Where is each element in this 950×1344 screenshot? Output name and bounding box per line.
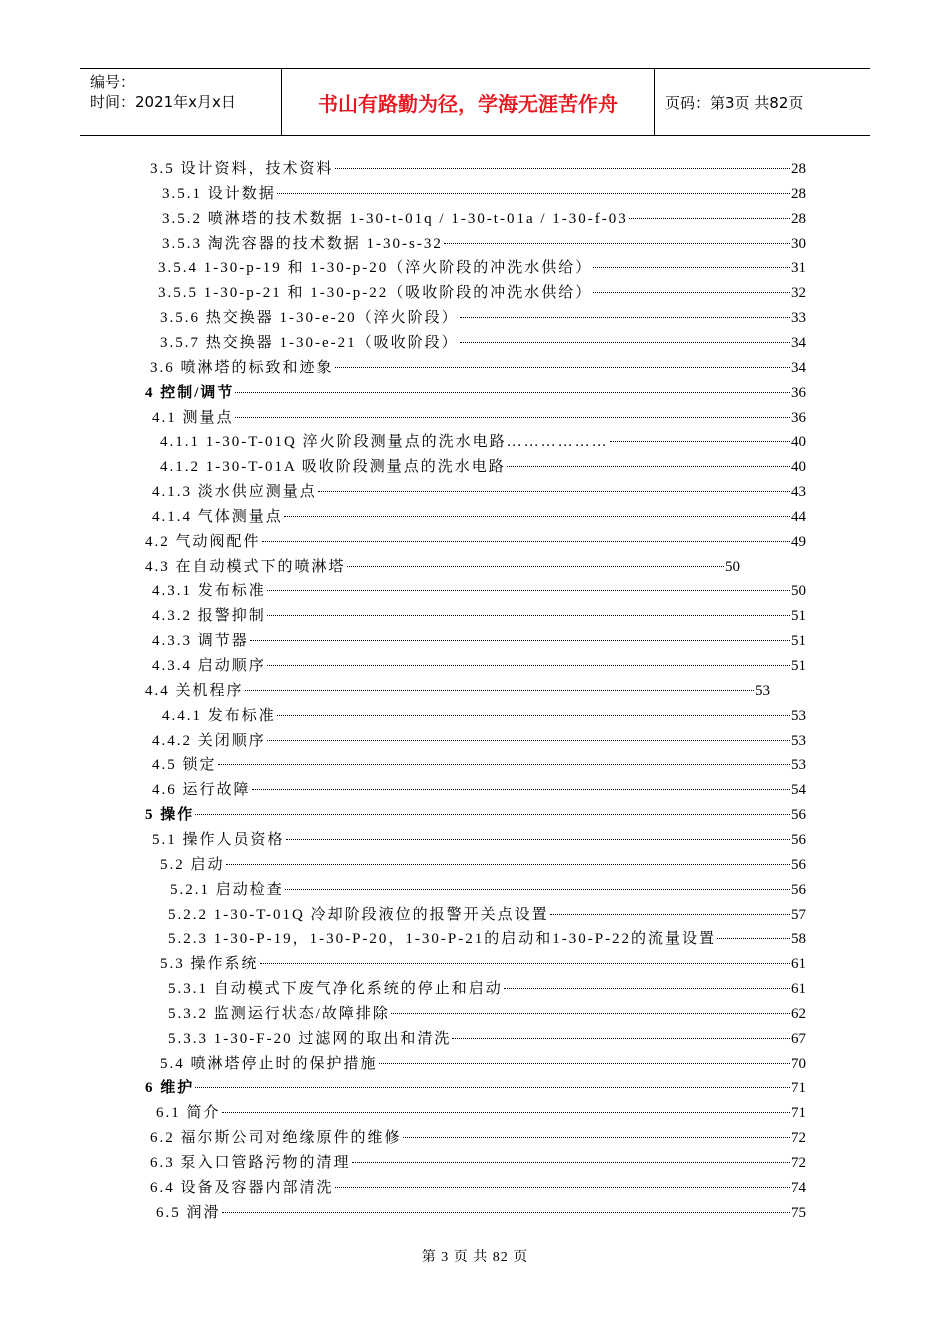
toc-entry-title: 5.3.1 自动模式下废气净化系统的停止和启动 [168, 981, 503, 998]
document-number: 编号： [90, 73, 136, 91]
toc-leader-dots [391, 1012, 790, 1014]
toc-leader-dots [460, 316, 790, 318]
toc-entry-title: 3.5.1 设计数据 [162, 185, 276, 202]
toc-leader-dots [218, 763, 790, 765]
toc-entry-title: 4.1 测量点 [152, 409, 234, 426]
toc-entry[interactable] [152, 829, 806, 851]
toc-leader-dots [318, 490, 790, 492]
toc-entry-page: 43 [791, 484, 806, 501]
toc-leader-dots [284, 515, 790, 517]
toc-entry-title: 4.3.3 调节器 [152, 633, 249, 650]
toc-leader-dots [460, 341, 790, 343]
toc-leader-dots [717, 937, 790, 939]
toc-entry-page: 50 [725, 558, 740, 575]
toc-entry-page: 28 [791, 161, 806, 177]
toc-entry-title: 4.4.2 关闭顺序 [152, 732, 266, 749]
toc-entry[interactable] [150, 357, 806, 379]
toc-entry[interactable] [168, 978, 806, 1000]
toc-entry[interactable] [162, 183, 806, 205]
toc-entry-title: 6.4 设备及容器内部清洗 [150, 1179, 334, 1196]
toc-entry-page: 34 [791, 334, 806, 351]
toc-entry[interactable] [156, 1202, 806, 1224]
toc-entry-page: 53 [755, 682, 770, 699]
toc-leader-dots [403, 1136, 790, 1138]
toc-entry-page: 33 [791, 310, 806, 327]
toc-leader-dots [285, 888, 790, 890]
header-meta [80, 69, 282, 135]
toc-entry-title: 3.5.7 热交换器 1-30-e-21（吸收阶段） [160, 334, 459, 351]
toc-entry-page: 74 [791, 1179, 806, 1196]
toc-entry-title: 4.6 运行故障 [152, 782, 251, 799]
toc-entry-title: 3.5.3 淘洗容器的技术数据 1-30-s-32 [162, 235, 443, 252]
toc-entry-page: 57 [791, 906, 806, 923]
toc-entry-title: 4.5 锁定 [152, 757, 217, 774]
toc-leader-dots [195, 813, 790, 815]
toc-entry[interactable] [152, 605, 806, 627]
toc-leader-dots [593, 266, 790, 268]
toc-entry-title: 3.5.5 1-30-p-21 和 1-30-p-22（吸收阶段的冲洗水供给） [158, 285, 593, 302]
toc-entry[interactable] [168, 1028, 806, 1050]
toc-leader-dots [444, 242, 790, 244]
toc-entry-page: 58 [791, 931, 806, 948]
toc-entry-title: 6 维护 [145, 1080, 195, 1097]
toc-entry-title: 3.5.6 热交换器 1-30-e-20（淬火阶段） [160, 310, 459, 327]
toc-entry-page: 62 [791, 1005, 806, 1022]
toc-leader-dots [252, 788, 790, 790]
toc-entry-page: 36 [791, 384, 806, 401]
toc-entry-page: 75 [791, 1204, 806, 1221]
toc-entry-page: 51 [791, 658, 806, 674]
toc-entry-title: 6.3 泵入口管路污物的清理 [150, 1155, 351, 1171]
toc-entry-title: 4.4.1 发布标准 [162, 707, 276, 724]
toc-entry-page: 61 [791, 981, 806, 998]
toc-entry-page: 56 [791, 881, 806, 898]
toc-entry-page: 40 [791, 459, 806, 476]
toc-entry[interactable] [162, 208, 806, 230]
toc-entry[interactable] [145, 531, 806, 553]
toc-leader-dots [335, 167, 790, 169]
toc-entry[interactable] [160, 431, 806, 453]
toc-leader-dots [222, 1111, 790, 1113]
toc-entry-title: 5 操作 [145, 807, 195, 824]
toc-entry-title: 6.1 简介 [156, 1105, 221, 1122]
toc-entry-title: 4.1.2 1-30-T-01A 吸收阶段测量点的洗水电路 [160, 459, 506, 476]
toc-entry[interactable] [168, 928, 806, 950]
toc-entry-page: 56 [791, 807, 806, 824]
toc-entry-page: 28 [791, 210, 806, 227]
toc-entry-page: 54 [791, 782, 806, 799]
toc-leader-dots [504, 987, 790, 989]
toc-leader-dots [262, 540, 790, 542]
toc-entry-title: 4.3.1 发布标准 [152, 583, 266, 600]
toc-entry[interactable] [145, 556, 740, 578]
toc-entry-page: 70 [791, 1055, 806, 1072]
toc-entry-title: 3.5.2 喷淋塔的技术数据 1-30-t-01q / 1-30-t-01a / 1-30-f-03 [162, 210, 628, 227]
toc-leader-dots [507, 465, 790, 467]
toc-leader-dots [286, 838, 790, 840]
toc-entry-page: 67 [791, 1030, 806, 1047]
toc-leader-dots [629, 217, 790, 219]
toc-entry[interactable] [150, 1127, 806, 1149]
toc-entry[interactable] [145, 804, 806, 826]
toc-entry-title: 5.4 喷淋塔停止时的保护措施 [160, 1055, 378, 1072]
toc-leader-dots [267, 589, 790, 591]
toc-entry[interactable] [160, 307, 806, 329]
toc-entry[interactable] [160, 1053, 806, 1075]
header-motto: 书山有路勤为径，学海无涯苦作舟 [282, 69, 655, 135]
page-header [80, 68, 870, 136]
toc-entry-page: 53 [791, 707, 806, 724]
toc-entry-page: 72 [791, 1130, 806, 1147]
toc-entry-title: 3.5 设计资料，技术资料 [150, 161, 334, 177]
toc-entry[interactable] [145, 680, 770, 702]
toc-entry-title: 3.5.4 1-30-p-19 和 1-30-p-20（淬火阶段的冲洗水供给） [158, 260, 593, 277]
toc-entry-title: 4.2 气动阀配件 [145, 533, 261, 550]
toc-entry-title: 4.3.4 启动顺序 [152, 658, 266, 674]
toc-entry-page: 53 [791, 732, 806, 749]
toc-leader-dots [550, 913, 790, 915]
toc-entry[interactable] [160, 953, 806, 975]
toc-leader-dots [610, 440, 790, 442]
toc-entry-title: 4.1.4 气体测量点 [152, 508, 283, 525]
toc-entry-page: 28 [791, 185, 806, 202]
toc-entry[interactable] [150, 1152, 806, 1174]
toc-entry[interactable] [152, 580, 806, 602]
toc-entry-title: 5.2 启动 [160, 856, 225, 873]
toc-entry-title: 5.3 操作系统 [160, 956, 259, 973]
toc-entry-page: 34 [791, 359, 806, 376]
toc-entry-page: 51 [791, 633, 806, 650]
toc-entry[interactable] [162, 233, 806, 255]
toc-leader-dots [226, 863, 790, 865]
toc-leader-dots [267, 664, 790, 666]
toc-leader-dots [277, 714, 790, 716]
toc-entry-title: 5.2.3 1-30-P-19，1-30-P-20，1-30-P-21的启动和1-30-P-22的流量设置 [168, 931, 717, 948]
toc-entry-page: 71 [791, 1080, 806, 1097]
toc-entry-page: 72 [791, 1155, 806, 1171]
toc-entry-page: 44 [791, 508, 806, 525]
toc-leader-dots [222, 1211, 790, 1213]
toc-entry[interactable] [152, 730, 806, 752]
toc-entry-title: 5.2.1 启动检查 [170, 881, 284, 898]
toc-entry-title: 5.1 操作人员资格 [152, 831, 285, 848]
toc-entry[interactable] [170, 879, 806, 901]
toc-entry[interactable] [150, 158, 806, 180]
toc-entry[interactable] [152, 655, 806, 677]
toc-entry-page: 36 [791, 409, 806, 426]
toc-leader-dots [352, 1161, 790, 1163]
toc-leader-dots [379, 1062, 790, 1064]
toc-entry[interactable] [160, 854, 806, 876]
toc-entry-title: 4.3.2 报警抑制 [152, 608, 266, 625]
toc-entry[interactable] [152, 779, 806, 801]
document-date: 时间：2021年x月x日 [90, 93, 236, 111]
toc-entry-page: 31 [791, 260, 806, 277]
toc-entry[interactable] [156, 1102, 806, 1124]
toc-leader-dots [195, 1086, 790, 1088]
toc-leader-dots [260, 962, 790, 964]
toc-leader-dots [267, 739, 790, 741]
toc-entry-page: 51 [791, 608, 806, 625]
toc-entry-title: 3.6 喷淋塔的标致和迹象 [150, 359, 334, 376]
toc-entry[interactable] [145, 1077, 806, 1099]
toc-entry-page: 50 [791, 583, 806, 600]
toc-entry[interactable] [160, 332, 806, 354]
toc-entry-page: 61 [791, 956, 806, 973]
toc-entry-page: 53 [791, 757, 806, 774]
toc-entry-title: 5.3.2 监测运行状态/故障排除 [168, 1005, 390, 1022]
toc-entry-page: 56 [791, 856, 806, 873]
toc-leader-dots [335, 366, 790, 368]
toc-entry-page: 71 [791, 1105, 806, 1122]
toc-entry[interactable] [162, 705, 806, 727]
toc-leader-dots [593, 291, 790, 293]
toc-entry-title: 5.2.2 1-30-T-01Q 冷却阶段液位的报警开关点设置 [168, 906, 549, 923]
toc-leader-dots [235, 391, 790, 393]
toc-entry[interactable] [150, 1177, 806, 1199]
toc-entry[interactable] [158, 257, 806, 279]
toc-leader-dots [277, 192, 790, 194]
toc-entry-title: 4.1.1 1-30-T-01Q 淬火阶段测量点的洗水电路……………… [160, 434, 609, 451]
toc-leader-dots [235, 416, 790, 418]
toc-entry[interactable] [168, 1003, 806, 1025]
toc-entry[interactable] [158, 282, 806, 304]
toc-entry[interactable] [152, 407, 806, 429]
toc-entry-title: 6.2 福尔斯公司对绝缘原件的维修 [150, 1130, 402, 1147]
toc-entry[interactable] [152, 506, 806, 528]
toc-leader-dots [347, 565, 724, 567]
header-page-count: 页码：第3页 共82页 [665, 93, 804, 112]
toc-leader-dots [267, 614, 790, 616]
toc-entry-title: 6.5 润滑 [156, 1204, 221, 1221]
toc-entry-page: 56 [791, 831, 806, 848]
toc-entry-page: 32 [791, 285, 806, 302]
toc-entry-page: 40 [791, 434, 806, 451]
toc-entry-page: 49 [791, 533, 806, 550]
toc-entry[interactable] [152, 754, 806, 776]
toc-entry-title: 5.3.3 1-30-F-20 过滤网的取出和清洗 [168, 1030, 452, 1047]
toc-entry-title: 4.1.3 淡水供应测量点 [152, 484, 317, 501]
toc-entry[interactable] [168, 904, 806, 926]
toc-entry[interactable] [160, 456, 806, 478]
toc-entry-title: 4 控制/调节 [145, 384, 235, 401]
toc-entry[interactable] [152, 481, 806, 503]
toc-entry-title: 4.3 在自动模式下的喷淋塔 [145, 558, 346, 575]
toc-entry[interactable] [145, 382, 806, 404]
toc-entry-page: 30 [791, 235, 806, 252]
toc-leader-dots [335, 1186, 790, 1188]
toc-entry[interactable] [152, 630, 806, 652]
page-footer: 第 3 页 共 82 页 [421, 1250, 529, 1265]
toc-leader-dots [452, 1037, 790, 1039]
toc-leader-dots [245, 689, 754, 691]
toc-leader-dots [250, 639, 790, 641]
toc-entry-title: 4.4 关机程序 [145, 682, 244, 699]
